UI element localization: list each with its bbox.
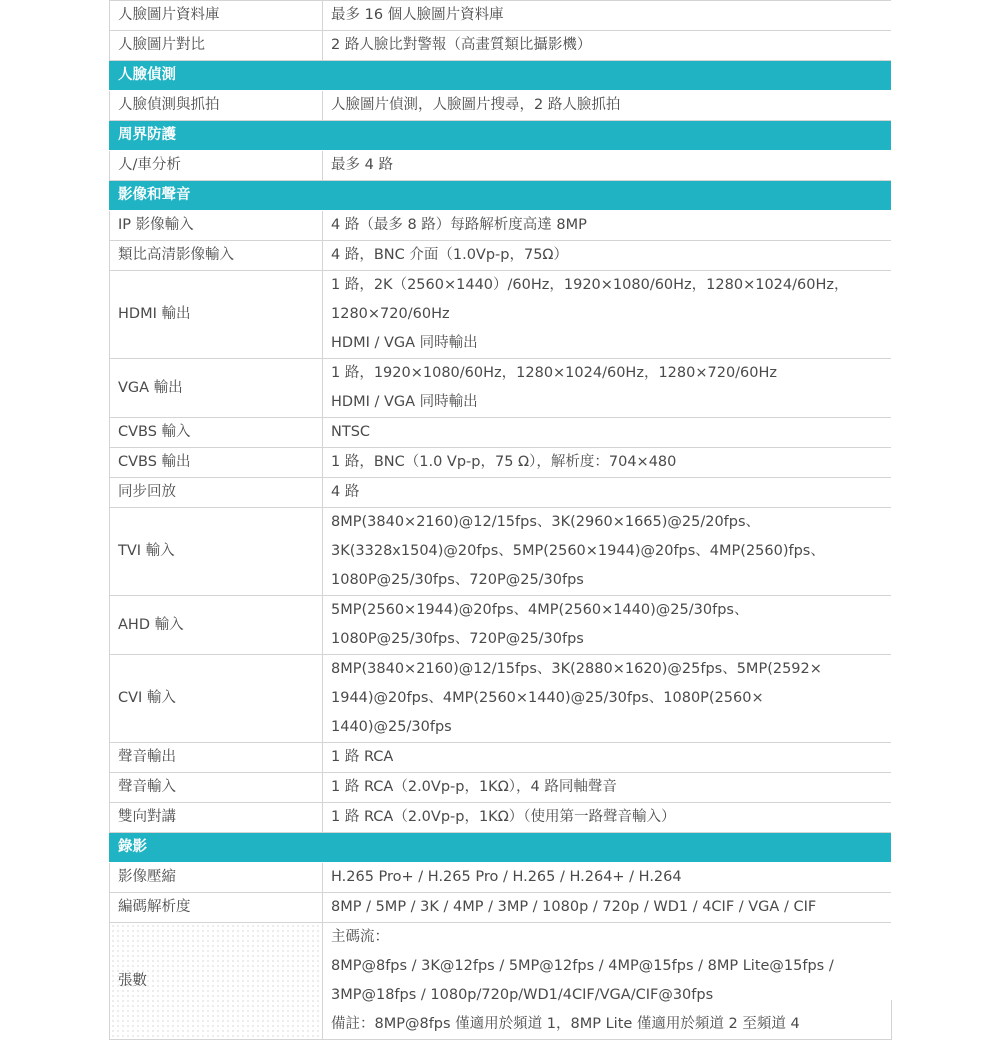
spec-value-line: 1 路 RCA（2.0Vp-p，1KΩ），4 路同軸聲音 bbox=[331, 779, 617, 795]
spec-value bbox=[323, 655, 892, 743]
spec-row bbox=[110, 241, 892, 271]
spec-value-line: 8MP / 5MP / 3K / 4MP / 3MP / 1080p / 720p / WD1 / 4CIF / VGA / CIF bbox=[331, 899, 817, 915]
section-header bbox=[110, 121, 892, 151]
spec-value bbox=[323, 151, 892, 181]
spec-label: 聲音輸出 bbox=[110, 743, 323, 773]
spec-value bbox=[323, 91, 892, 121]
spec-value-line: 備註：8MP@8fps 僅適用於頻道 1，8MP Lite 僅適用於頻道 2 至頻道 4 bbox=[331, 1016, 800, 1032]
spec-value bbox=[323, 241, 892, 271]
spec-value-line: 1 路，BNC（1.0 Vp-p，75 Ω），解析度：704×480 bbox=[331, 454, 677, 470]
spec-value-line: 1 路 RCA（2.0Vp-p，1KΩ）（使用第一路聲音輸入） bbox=[331, 809, 676, 825]
spec-value bbox=[323, 359, 892, 418]
spec-value-line: 1440)@25/30fps bbox=[331, 719, 452, 735]
section-fill bbox=[323, 833, 892, 863]
spec-value-line: 1 路，1920×1080/60Hz，1280×1024/60Hz，1280×720/60Hz bbox=[331, 365, 778, 381]
spec-value-line: 1080P@25/30fps、720P@25/30fps bbox=[331, 631, 584, 647]
spec-value-line: 3MP@18fps / 1080p/720p/WD1/4CIF/VGA/CIF@30fps bbox=[331, 987, 714, 1003]
spec-label: 人/車分析 bbox=[110, 151, 323, 181]
spec-value-line: 2 路人臉比對警報（高畫質類比攝影機） bbox=[331, 37, 592, 53]
section-title: 錄影 bbox=[110, 833, 323, 863]
section-title: 人臉偵測 bbox=[110, 61, 323, 91]
spec-value-line: 人臉圖片偵測，人臉圖片搜尋，2 路人臉抓拍 bbox=[331, 97, 621, 113]
spec-label: 張數 bbox=[110, 923, 323, 1040]
section-header bbox=[110, 181, 892, 211]
spec-label: HDMI 輸出 bbox=[110, 271, 323, 359]
spec-value-line: 8MP(3840×2160)@12/15fps、3K(2880×1620)@25fps、5MP(2592× bbox=[331, 661, 822, 677]
spec-label: 影像壓縮 bbox=[110, 863, 323, 893]
section-title: 周界防護 bbox=[110, 121, 323, 151]
spec-row bbox=[110, 359, 892, 418]
spec-label: TVI 輸入 bbox=[110, 508, 323, 596]
spec-label: 聲音輸入 bbox=[110, 773, 323, 803]
page-right-margin bbox=[891, 0, 1000, 1000]
spec-value-line: HDMI / VGA 同時輸出 bbox=[331, 394, 478, 410]
spec-value bbox=[323, 893, 892, 923]
spec-value bbox=[323, 1, 892, 31]
spec-row bbox=[110, 803, 892, 833]
spec-value-line: 4 路（最多 8 路）每路解析度高達 8MP bbox=[331, 217, 587, 233]
spec-value bbox=[323, 418, 892, 448]
spec-row bbox=[110, 31, 892, 61]
spec-value-line: 最多 16 個人臉圖片資料庫 bbox=[331, 7, 504, 23]
spec-row bbox=[110, 418, 892, 448]
spec-value bbox=[323, 508, 892, 596]
spec-value bbox=[323, 803, 892, 833]
spec-row bbox=[110, 508, 892, 596]
spec-value-line: 1 路，2K（2560×1440）/60Hz，1920×1080/60Hz，1280×1024/60Hz， bbox=[331, 277, 849, 293]
spec-value-line: NTSC bbox=[331, 424, 371, 440]
section-fill bbox=[323, 181, 892, 211]
spec-row bbox=[110, 773, 892, 803]
spec-row bbox=[110, 211, 892, 241]
spec-table-body bbox=[110, 1, 892, 1040]
spec-value bbox=[323, 596, 892, 655]
spec-label: 雙向對講 bbox=[110, 803, 323, 833]
spec-value bbox=[323, 923, 892, 1040]
spec-value bbox=[323, 743, 892, 773]
spec-value-line: 主碼流： bbox=[331, 929, 389, 945]
spec-label: CVI 輸入 bbox=[110, 655, 323, 743]
spec-row bbox=[110, 893, 892, 923]
spec-label: 類比高清影像輸入 bbox=[110, 241, 323, 271]
spec-row bbox=[110, 1, 892, 31]
spec-row bbox=[110, 271, 892, 359]
spec-row bbox=[110, 923, 892, 1040]
section-fill bbox=[323, 121, 892, 151]
spec-row bbox=[110, 151, 892, 181]
spec-label: 人臉偵測與抓拍 bbox=[110, 91, 323, 121]
spec-row bbox=[110, 596, 892, 655]
spec-value bbox=[323, 31, 892, 61]
spec-value bbox=[323, 271, 892, 359]
spec-table bbox=[109, 0, 892, 1040]
section-header bbox=[110, 61, 892, 91]
spec-row bbox=[110, 743, 892, 773]
spec-value bbox=[323, 478, 892, 508]
spec-label: 人臉圖片對比 bbox=[110, 31, 323, 61]
spec-value-line: 1280×720/60Hz bbox=[331, 306, 450, 322]
spec-value-line: HDMI / VGA 同時輸出 bbox=[331, 335, 478, 351]
spec-row bbox=[110, 448, 892, 478]
spec-value-line: 1080P@25/30fps、720P@25/30fps bbox=[331, 572, 584, 588]
spec-value-line: 8MP(3840×2160)@12/15fps、3K(2960×1665)@25/20fps、 bbox=[331, 514, 761, 530]
spec-value-line: 4 路 bbox=[331, 484, 360, 500]
spec-value-line: 1 路 RCA bbox=[331, 749, 394, 765]
spec-value bbox=[323, 863, 892, 893]
spec-row bbox=[110, 863, 892, 893]
spec-row bbox=[110, 655, 892, 743]
spec-value-line: 8MP@8fps / 3K@12fps / 5MP@12fps / 4MP@15fps / 8MP Lite@15fps / bbox=[331, 958, 834, 974]
spec-value-line: 4 路，BNC 介面（1.0Vp-p，75Ω） bbox=[331, 247, 569, 263]
spec-label: VGA 輸出 bbox=[110, 359, 323, 418]
section-fill bbox=[323, 61, 892, 91]
spec-row bbox=[110, 91, 892, 121]
section-header bbox=[110, 833, 892, 863]
spec-value-line: 最多 4 路 bbox=[331, 157, 393, 173]
spec-value-line: 5MP(2560×1944)@20fps、4MP(2560×1440)@25/30fps、 bbox=[331, 602, 749, 618]
spec-label: 編碼解析度 bbox=[110, 893, 323, 923]
spec-value bbox=[323, 448, 892, 478]
spec-value-line: 1944)@20fps、4MP(2560×1440)@25/30fps、1080P(2560× bbox=[331, 690, 764, 706]
spec-row bbox=[110, 478, 892, 508]
spec-value-line: 3K(3328x1504)@20fps、5MP(2560×1944)@20fps、4MP(2560)fps、 bbox=[331, 543, 825, 559]
spec-value bbox=[323, 773, 892, 803]
spec-label: AHD 輸入 bbox=[110, 596, 323, 655]
spec-label: 人臉圖片資料庫 bbox=[110, 1, 323, 31]
section-title: 影像和聲音 bbox=[110, 181, 323, 211]
spec-label: IP 影像輸入 bbox=[110, 211, 323, 241]
spec-label: 同步回放 bbox=[110, 478, 323, 508]
spec-label: CVBS 輸入 bbox=[110, 418, 323, 448]
spec-value bbox=[323, 211, 892, 241]
spec-value-line: H.265 Pro+ / H.265 Pro / H.265 / H.264+ / H.264 bbox=[331, 869, 682, 885]
spec-label: CVBS 輸出 bbox=[110, 448, 323, 478]
